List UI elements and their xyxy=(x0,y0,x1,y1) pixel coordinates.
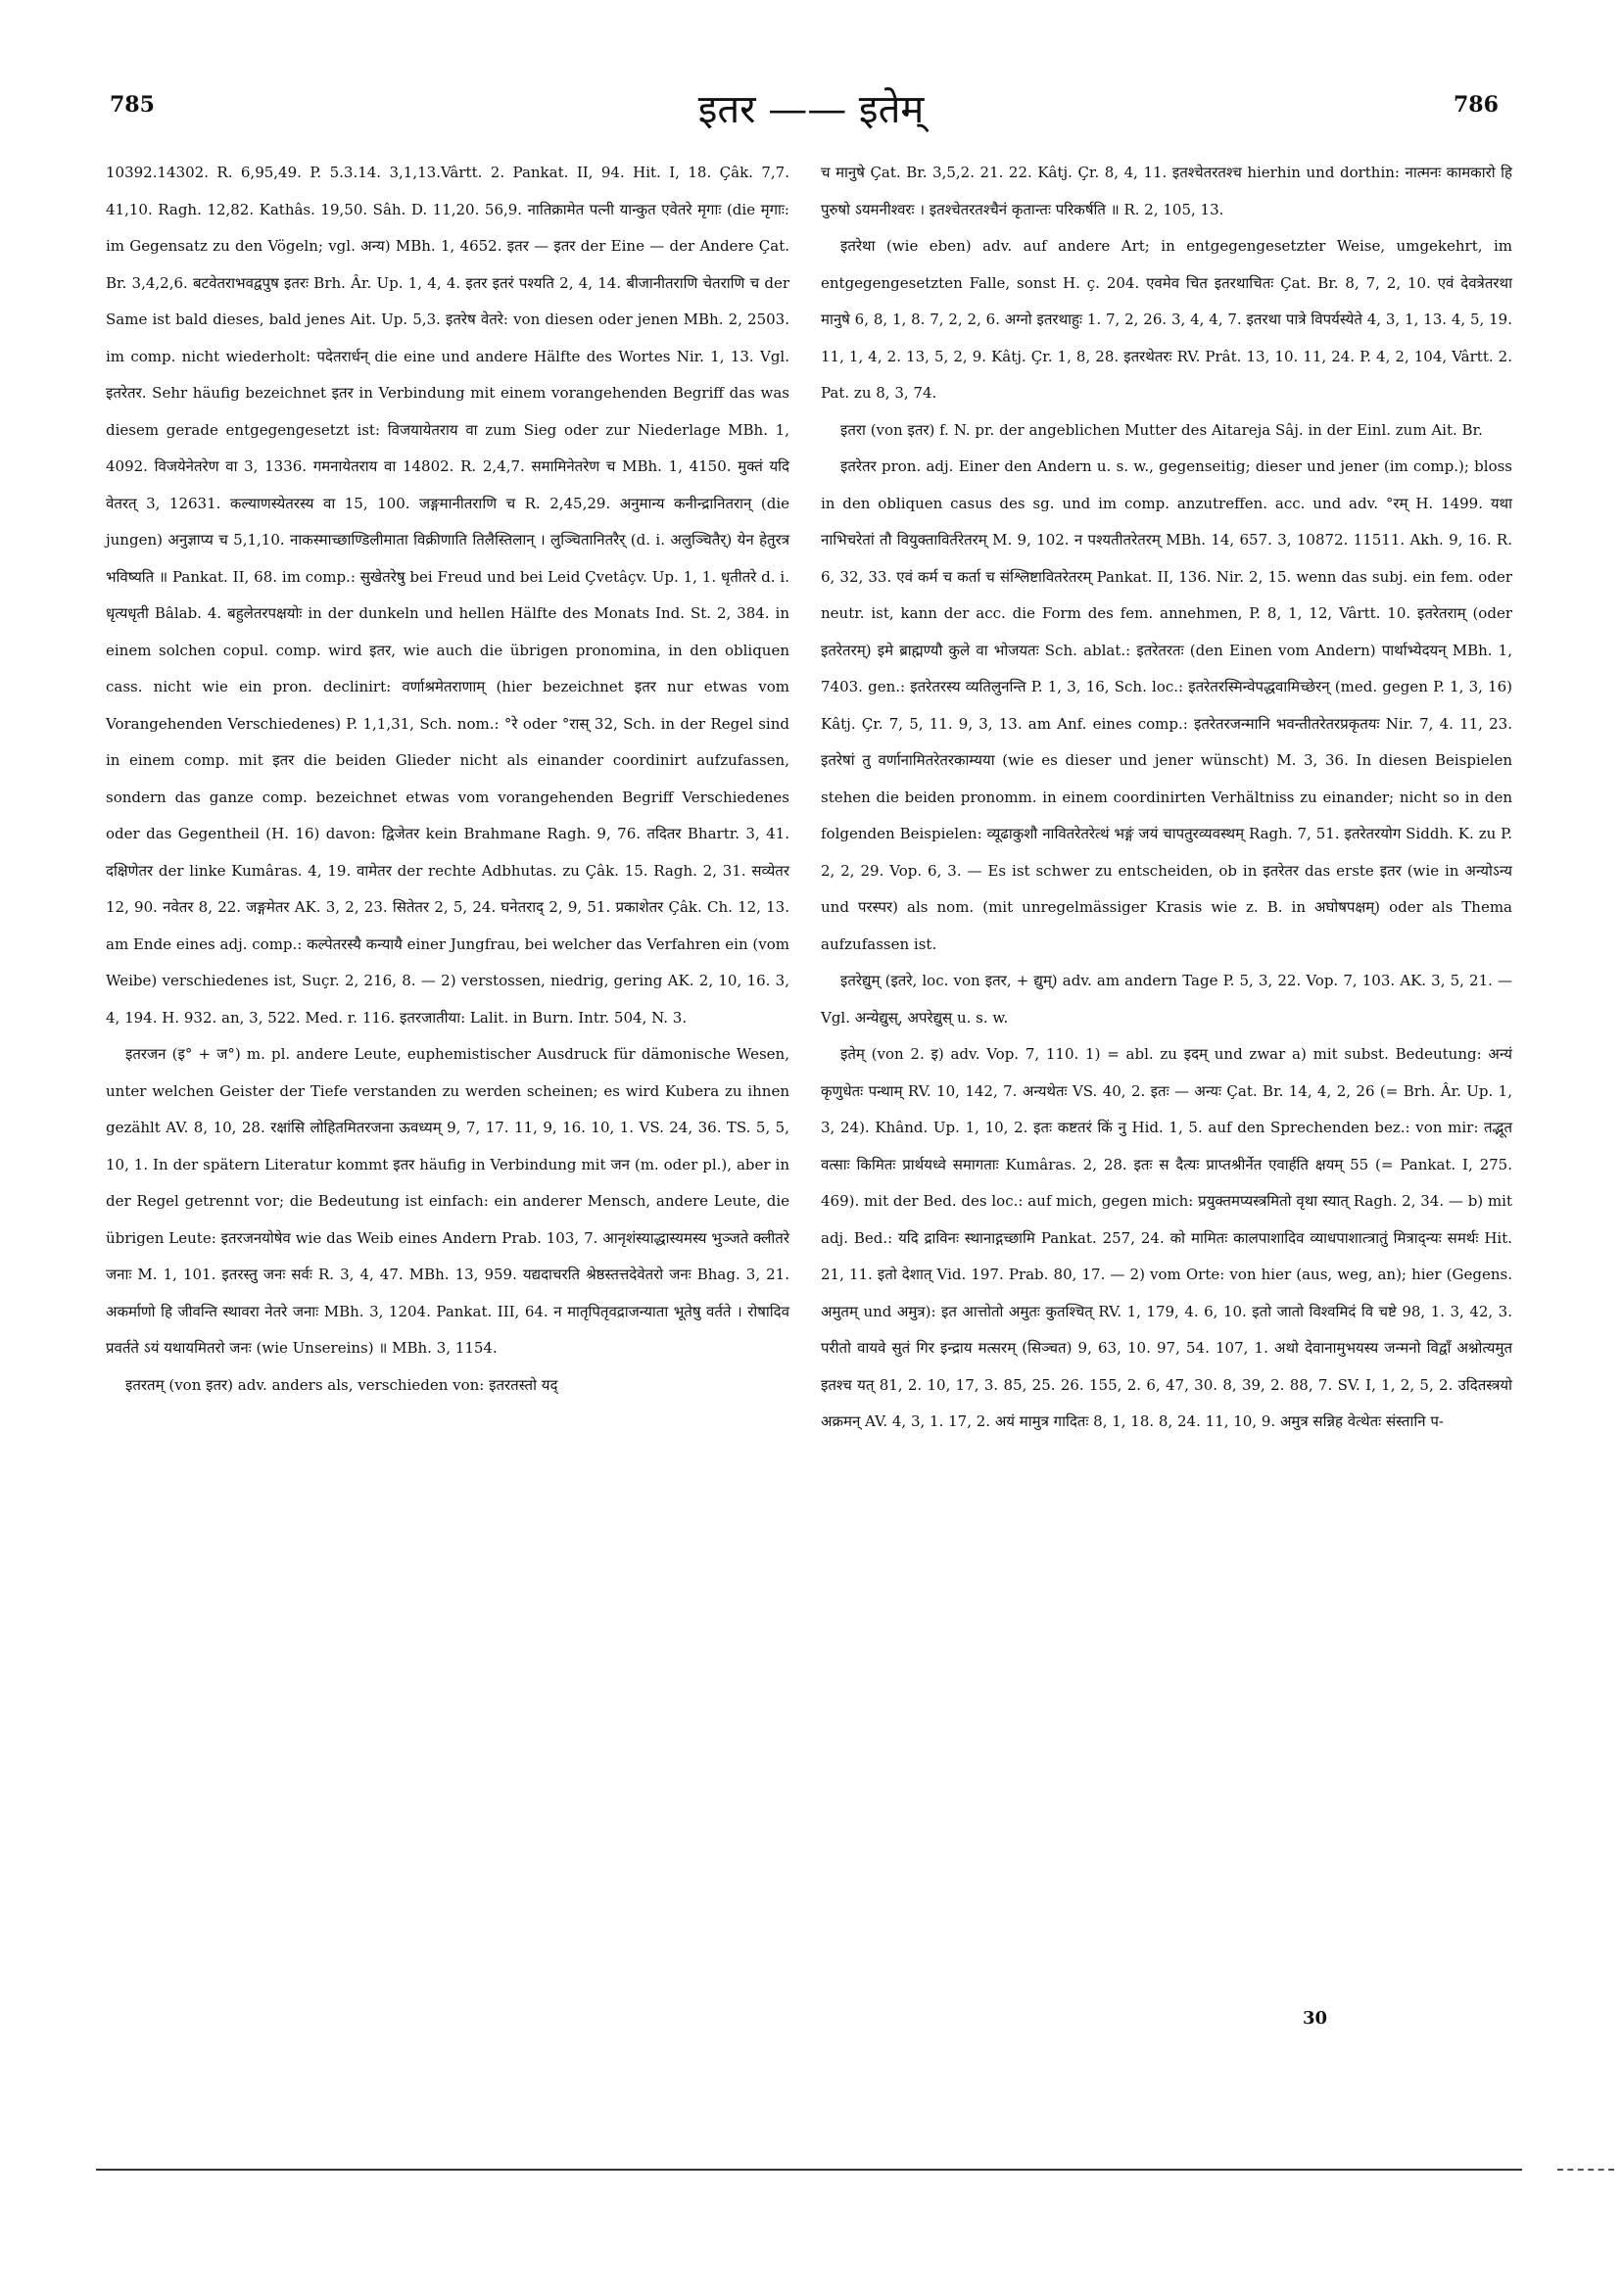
page-number-left: 785 xyxy=(110,92,155,118)
entry-itarajana: इतरजन (इ° + ज°) m. pl. andere Leute, euphemistischer Ausdruck für dämonische Wesen, unter welchen Geister der Tiefe verstanden zu werden scheinen; es wird Kubera zu ihnen gezählt AV. 8, 10, 28. रक्षांसि लोहितमितरजना ऊवध्यम् 9, 7, 17. 11, 9, 16. 10, 1. VS. 24, 36. TS. 5, 5, 10, 1. In der spätern Literatur kommt इतर häufig in Verbindung mit जन (m. oder pl.), aber in der Regel getrennt vor; die Bedeutung ist einfach: ein anderer Mensch, andere Leute, die übrigen Leute: इतरजनयोषेव wie das Weib eines Andern Prab. 103, 7. आनृशंस्याद्धास्यमस्य भुञ्जते क्लीतरे जनाः M. 1, 101. इतरस्तु जनः सर्वः R. 3, 4, 47. MBh. 13, 959. यद्यदाचरति श्रेष्ठस्तत्तदेवेतरो जनः Bhag. 3, 21. अकर्माणो हि जीवन्ति स्थावरा नेतरे जनाः MBh. 3, 1204. Pankat. III, 64. न मातृपितृवद्राजन्याता भूतेषु वर्तते । रोषादिव प्रवर्तते ऽयं यथायमितरो जनः (wie Unsereins) ॥ MBh. 3, 1154. xyxy=(106,1045,789,1357)
right-column xyxy=(821,155,1512,1441)
entry-itaratas-continued: च मानुषे Çat. Br. 3,5,2. 21. 22. Kâtj. Çr. 8, 4, 11. इतश्चेतरतश्च hierhin und dorthin: नात्मनः कामकारो हि पुरुषो ऽयमनीश्वरः । इतश्चेतरतश्चैनं कृतान्तः परिकर्षति ॥ R. 2, 105, 13. xyxy=(821,164,1512,218)
entry-itara-continued: 10392.14302. R. 6,95,49. P. 5.3.14. 3,1,13.Vârtt. 2. Pankat. II, 94. Hit. I, 18. Çâk. 7,7. 41,10. Ragh. 12,82. Kathâs. 19,50. Sâh. D. 11,20. 56,9. नातिक्रामेत पत्नी यान्कुत एवेतरे मृगाः (die मृगाः: im Gegensatz zu den Vögeln; vgl. अन्य) MBh. 1, 4652. इतर — इतर der Eine — der Andere Çat. Br. 3,4,2,6. बटवेतराभवद्वपुष इतरः Brh. Âr. Up. 1, 4, 4. इतर इतरं पश्यति 2, 4, 14. बीजानीतराणि चेतराणि च der Same ist bald dieses, bald jenes Ait. Up. 5,3. इतरेष वेतरे: von diesen oder jenen MBh. 2, 2503. im comp. nicht wiederholt: पदेतरार्धन् die eine und andere Hälfte des Wortes Nir. 1, 13. Vgl. इतरेतर. Sehr häufig bezeichnet इतर in Verbindung mit einem vorangehenden Begriff das was diesem gerade entgegengesetzt ist: विजयायेतराय वा zum Sieg oder zur Niederlage MBh. 1, 4092. विजयेनेतरेण वा 3, 1336. गमनायेतराय वा 14802. R. 2,4,7. समामिनेतरेण च MBh. 1, 4150. मुक्तं यदि वेतरत् 3, 12631. कल्याणस्येतरस्य वा 15, 100. जङ्गमानीतराणि च R. 2,45,29. अनुमान्य कनीन्द्रानितरान् (die jungen) अनुज्ञाप्य च 5,1,10. नाकस्माच्छाण्डिलीमाता विक्रीणाति तिलैस्तिलान् । लुञ्चितानितरैर् (d. i. अलुञ्चितैर्) येन हेतुरत्र भविष्यति ॥ Pankat. II, 68. im comp.: सुखेतरेषु bei Freud und bei Leid Çvetâçv. Up. 1, 1. धृतीतरे d. i. धृत्यधृती Bâlab. 4. बहुलेतरपक्षयोः in der dunkeln und hellen Hälfte des Monats Ind. St. 2, 384. in einem solchen copul. comp. wird इतर, wie auch die übrigen pronomina, in den obliquen cass. nicht wie ein pron. declinirt: वर्णाश्रमेतराणाम् (hier bezeichnet इतर nur etwas vom Vorangehenden Verschiedenes) P. 1,1,31, Sch. nom.: °रे oder °रास् 32, Sch. in der Regel sind in einem comp. mit इतर die beiden Glieder nicht als einander coordinirt aufzufassen, sondern das ganze comp. bezeichnet etwas vom vorangehenden Begriff Verschiedenes oder das Gegentheil (H. 16) davon: द्विजेतर kein Brahmane Ragh. 9, 76. तदितर Bhartr. 3, 41. दक्षिणेतर der linke Kumâras. 4, 19. वामेतर der rechte Adbhutas. zu Çâk. 15. Ragh. 2, 31. सव्येतर 12, 90. नवेतर 8, 22. जङ्गमेतर AK. 3, 2, 23. सितेतर 2, 5, 24. घनेतराद् 2, 9, 51. प्रकाशेतर Çâk. Ch. 12, 13. am Ende eines adj. comp.: कल्पेतरस्यै कन्यायै einer Jungfrau, bei welcher das Verfahren ein (vom Weibe) verschiedenes ist, Suçr. 2, 216, 8. — 2) verstossen, niedrig, gering AK. 2, 10, 16. 3, 4, 194. H. 932. an, 3, 522. Med. r. 116. इतरजातीया: Lalit. in Burn. Intr. 504, N. 3. xyxy=(106,164,789,1027)
page-header xyxy=(0,86,1622,145)
entry-itaratam: इतरतम् (von इतर) adv. anders als, verschieden von: इतरतस्तो यद् xyxy=(125,1375,558,1394)
entry-itara-fem: इतरा (von इतर) f. N. pr. der angeblichen Mutter des Aitareja Sâj. in der Einl. zum Ait. Br. xyxy=(840,420,1483,439)
footer-dashed-rule xyxy=(1557,2169,1614,2171)
entry-itaredyum: इतरेद्युम् (इतरे, loc. von इतर, + द्युम्) adv. am andern Tage P. 5, 3, 22. Vop. 7, 103. AK. 3, 5, 21. — Vgl. अन्येद्युस्, अपरेद्युस् u. s. w. xyxy=(821,972,1512,1027)
footer-rule xyxy=(96,2169,1522,2171)
signature-mark: 30 xyxy=(1303,2008,1328,2029)
entry-itaratha: इतरेथा (wie eben) adv. auf andere Art; in entgegengesetzter Weise, umgekehrt, im entgegengesetzten Falle, sonst H. ç. 204. एवमेव चित इतरथाचितः Çat. Br. 8, 7, 2, 10. एवं देवत्रेतरथा मानुषे 6, 8, 1, 8. 7, 2, 2, 6. अग्नो इतरथाहुः 1. 7, 2, 26. 3, 4, 4, 7. इतरथा पात्रे विपर्यस्येते 4, 3, 1, 13. 4, 5, 19. 11, 1, 4, 2. 13, 5, 2, 9. Kâtj. Çr. 1, 8, 28. इतरथेतरः RV. Prât. 13, 10. 11, 24. P. 4, 2, 104, Vârtt. 2. Pat. zu 8, 3, 74. xyxy=(821,237,1512,402)
running-headword: इतर —— इतेम् xyxy=(697,87,925,132)
page-number-right: 786 xyxy=(1454,92,1499,118)
left-column xyxy=(106,155,789,1404)
entry-item: इतेम् (von 2. इ) adv. Vop. 7, 110. 1) = abl. zu इदम् und zwar a) mit subst. Bedeutung: अन्यं कृणुधेतः पन्थाम् RV. 10, 142, 7. अन्यथेतः VS. 40, 2. इतः — अन्यः Çat. Br. 14, 4, 2, 26 (= Brh. Âr. Up. 1, 3, 24). Khând. Up. 1, 10, 2. इतः कष्टतरं किं नु Hid. 1, 5. auf den Sprechenden bez.: von mir: तद्भूत वत्साः किमितः प्रार्थयध्वे समागताः Kumâras. 2, 28. इतः स दैत्यः प्राप्तश्रीर्नेत एवार्हति क्षयम् 55 (= Pankat. I, 275. 469). mit der Bed. des loc.: auf mich, gegen mich: प्रयुक्तमप्यस्त्रमितो वृथा स्यात् Ragh. 2, 34. — b) mit adj. Bed.: यदि द्राविनः स्थानाद्गच्छामि Pankat. 257, 24. को मामितः कालपाशादिव व्याधपाशात्त्रातुं मित्राद्न्यः समर्थः Hit. 21, 11. इतो देशात् Vid. 197. Prab. 80, 17. — 2) vom Orte: von hier (aus, weg, an); hier (Gegens. अमुतम् und अमुत्र): इत आत्तोतो अमुतः कुतश्चित् RV. 1, 179, 4. 6, 10. इतो जातो विश्वमिदं वि चष्टे 98, 1. 3, 42, 3. परीतो वायवे सुतं गिर इन्द्राय मत्सरम् (सिञ्चत) 9, 63, 10. 97, 54. 107, 1. अथो देवानामुभयस्य जन्मनो विद्वाँ अश्नोत्यमुत इतश्च यत् 81, 2. 10, 17, 3. 85, 25. 26. 155, 2. 6, 47, 30. 8, 39, 2. 88, 7. SV. I, 1, 2, 5, 2. उदितस्त्रयो अक्रमन् AV. 4, 3, 1. 17, 2. अयं मामुत्र गादितः 8, 1, 18. 8, 24. 11, 10, 9. अमुत्र सन्निह वेत्थेतः संस्तानि प- xyxy=(821,1045,1512,1430)
entry-itaretara: इतरेतर pron. adj. Einer den Andern u. s. w., gegenseitig; dieser und jener (im comp.); bloss in den obliquen casus des sg. und im comp. anzutreffen. acc. und adv. °रम् H. 1499. यथा नाभिचरेतां तौ वियुक्ताविर्तरेतरम् M. 9, 102. न पश्यतीतरेतरम् MBh. 14, 657. 3, 10872. 11511. Akh. 9, 16. R. 6, 32, 33. एवं कर्म च कर्ता च संश्लिष्टावितरेतरम् Pankat. II, 136. Nir. 2, 15. wenn das subj. ein fem. oder neutr. ist, kann der acc. die Form des fem. annehmen, P. 8, 1, 12, Vârtt. 10. इतरेतराम् (oder इतरेतरम्) इमे ब्राह्मण्यौ कुले वा भोजयतः Sch. ablat.: इतरेतरतः (den Einen vom Andern) पार्थाभ्येदयन् MBh. 1, 7403. gen.: इतरेतरस्य व्यतिलुनन्ति P. 1, 3, 16, Sch. loc.: इतरेतरस्मिन्वेपद्धवामिच्छेरन् (med. gegen P. 1, 3, 16) Kâtj. Çr. 7, 5, 11. 9, 3, 13. am Anf. eines comp.: इतरेतरजन्मानि भवन्तीतरेतरप्रकृतयः Nir. 7, 4. 11, 23. इतरेषां तु वर्णानामितरेतरकाम्यया (wie es dieser und jener wünscht) M. 3, 36. In diesen Beispielen stehen die beiden pronomm. in einem coordinirten Verhältniss zu einander; nicht so in den folgenden Beispielen: व्यूढाकुशौ नावितरेतरेत्थं भङ्गं जयं चापतुरव्यवस्थम् Ragh. 7, 51. इतरेतरयोग Siddh. K. zu P. 2, 2, 29. Vop. 6, 3. — Es ist schwer zu entscheiden, ob in इतरेतर das erste इतर (wie in अन्योऽन्य und परस्पर) als nom. (mit unregelmässiger Krasis wie z. B. in अघोषपक्षम्) oder als Thema aufzufassen ist. xyxy=(821,457,1512,953)
